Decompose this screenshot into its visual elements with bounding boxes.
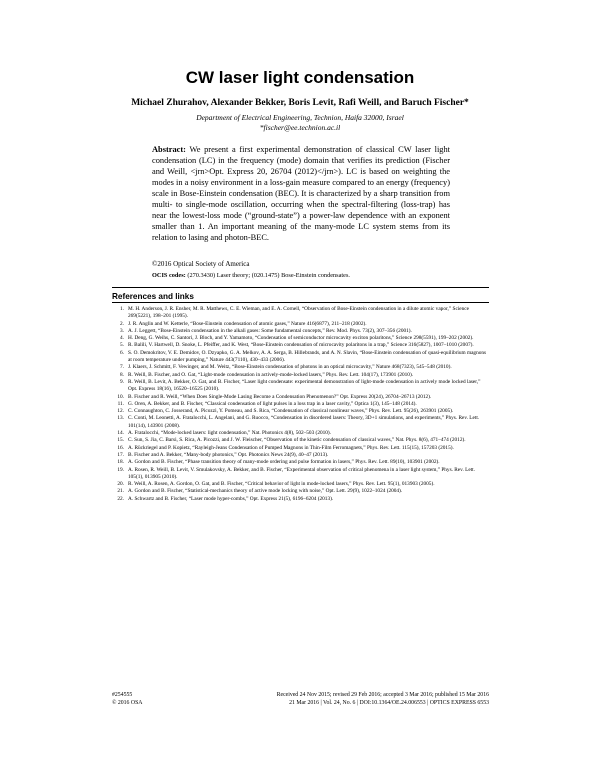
- reference-number: 4.: [120, 335, 124, 342]
- reference-number: 1.: [120, 306, 124, 312]
- reference-item: [112, 459, 489, 466]
- author-email[interactable]: *fischer@ee.technion.ac.il: [259, 123, 341, 132]
- reference-text: G. Oren, A. Bekker, and B. Fischer, “Classical condensation of light pulses in a loss trap in a laser cavity,” Optica 1(3), 145–148 (2014).: [128, 400, 417, 407]
- reference-item: [112, 445, 489, 452]
- article-id: #254555: [112, 692, 133, 698]
- reference-text: A. Rückriegel and P. Kopietz, “Rayleigh-Jeans Condensation of Pumped Magnons in Thin-Film Ferromagnets,” Phys. Rev. Lett. 115(15), 157203 (2015).: [128, 444, 454, 451]
- reference-number: 18.: [117, 459, 124, 466]
- footer-right: [277, 691, 489, 707]
- reference-text: J. Klaers, J. Schmitt, F. Vewinger, and M. Weitz, “Bose-Einstein condensation of photons in an optical microcavity,” Nature 468(7323), 545–548 (2010).: [128, 364, 452, 371]
- reference-text: A. Gordon and B. Fischer, “Statistical-mechanics theory of active mode locking with noise,” Opt. Lett. 29(9), 1022–1024 (2004).: [128, 488, 403, 495]
- reference-number: 12.: [117, 408, 124, 415]
- reference-number: 6.: [120, 349, 124, 356]
- reference-text: C. Sun, S. Jia, C. Barsi, S. Rica, A. Picozzi, and J. W. Fleischer, “Observation of the kinetic condensation of classical waves,” Nat. Phys. 8(6), 471–474 (2012).: [128, 437, 466, 444]
- reference-item: [112, 496, 489, 503]
- reference-item: [112, 394, 489, 401]
- reference-text: R. Weill, B. Fischer, and O. Gat, “Light-mode condensation in actively-mode-locked lasers,” Phys. Rev. Lett. 104(17), 173901 (2010).: [128, 371, 414, 378]
- reference-number: 22.: [117, 495, 124, 502]
- abstract-text: We present a first experimental demonstration of classical CW laser light condensation (LC) in the frequency (mode) domain that verifies its prediction (Fischer and Weill, <jrn>Opt. Express 20, 26704 (2012)</jrn>). LC is based on weighting the modes in a noisy environment in a loss-gain measure compared to an energy (frequency) scale in Bose-Einstein condensation (BEC). It is characterized by a sharp transition from multi- to single-mode oscillation, occurring when the spectral-filtering (loss-trap) has near the lowest-loss mode (“ground-state”) a power-law dependence with an exponent smaller than 1. An important meaning of the many-mode LC system stems from its relation to lasing and photon-BEC.: [152, 145, 450, 242]
- reference-item: [112, 306, 489, 321]
- reference-number: 3.: [120, 327, 124, 334]
- reference-number: 19.: [117, 466, 124, 473]
- reference-item: [112, 342, 489, 349]
- reference-number: 8.: [120, 371, 124, 378]
- references-heading: References and links: [112, 292, 194, 301]
- reference-number: 16.: [117, 444, 124, 451]
- reference-number: 17.: [117, 451, 124, 458]
- reference-text: C. Conti, M. Leonetti, A. Fratalocchi, L. Angelani, and G. Ruocco, “Condensation in disordered lasers: Theory, 3D+1 simulations, and experiments,” Phys. Rev. Lett. 101(14), 143901 (2008).: [128, 415, 480, 429]
- reference-number: 14.: [117, 430, 124, 437]
- reference-item: [112, 437, 489, 444]
- reference-text: A. Rosen, R. Weill, B. Levit, V. Smulakovsky, A. Bekker, and B. Fischer, “Experimental observation of critical phenomena in a laser light system,” Phys. Rev. Lett. 105(1), 013905 (2010).: [128, 466, 475, 480]
- abstract: [152, 144, 450, 243]
- reference-text: C. Connaughton, C. Josserand, A. Picozzi, Y. Pomeau, and S. Rica, “Condensation of classical nonlinear waves,” Phys. Rev. Lett. 95(26), 263901 (2005).: [128, 408, 454, 415]
- reference-list: [112, 306, 489, 503]
- ocis-codes: [152, 272, 450, 279]
- reference-number: 10.: [117, 393, 124, 400]
- reference-number: 11.: [117, 400, 124, 407]
- reference-text: J. R. Anglin and W. Ketterle, “Bose-Einstein condensation of atomic gases,” Nature 416(6877), 211–218 (2002).: [128, 320, 367, 327]
- reference-text: H. Deng, G. Weihs, C. Santori, J. Bloch, and Y. Yamamoto, “Condensation of semiconductor microcavity exciton polaritons,” Science 298(5591), 199–202 (2002).: [128, 335, 474, 342]
- reference-text: A. J. Leggett, “Bose-Einstein condensation in the alkali gases: Some fundamental concepts,” Rev. Mod. Phys. 73(2), 307–356 (2001).: [128, 327, 412, 334]
- reference-text: S. O. Demokritov, V. E. Demidov, O. Dzyapko, G. A. Melkov, A. A. Serga, B. Hillebrands, and A. N. Slavin, “Bose-Einstein condensation of quasi-equilibrium magnons at room temperature under pumping,” Nature 443(7110), 430–433 (2006).: [128, 349, 487, 364]
- reference-item: [112, 415, 489, 430]
- reference-number: 9.: [120, 378, 124, 385]
- reference-item: [112, 488, 489, 495]
- reference-text: B. Fischer and A. Bekker, “Many-body photonics,” Opt. Photonics News 24(9), 40–47 (2013).: [128, 451, 329, 458]
- reference-number: 5.: [120, 342, 124, 349]
- reference-item: [112, 364, 489, 371]
- publication-history: Received 24 Nov 2015; revised 29 Feb 2016; accepted 3 Mar 2016; published 15 Mar 2016: [276, 692, 489, 698]
- reference-item: [112, 372, 489, 379]
- reference-number: 20.: [117, 481, 124, 488]
- reference-number: 21.: [117, 488, 124, 495]
- reference-text: M. H. Anderson, J. R. Ensher, M. R. Matthews, C. E. Wieman, and E. A. Cornell, “Observation of Bose-Einstein condensation in a dilute atomic vapor,” Science 269(5221), 198–201 (1995).: [128, 306, 469, 320]
- abstract-label: Abstract:: [152, 145, 186, 154]
- reference-number: 15.: [117, 437, 124, 444]
- author-list: Michael Zhurahov, Alexander Bekker, Boris Levit, Rafi Weill, and Baruch Fischer*: [131, 98, 469, 108]
- reference-item: [112, 321, 489, 328]
- ocis-text: (270.3430) Laser theory; (020.1475) Bose-Einstein condensates.: [187, 272, 350, 279]
- paper-title: CW laser light condensation: [185, 68, 415, 87]
- reference-text: A. Gordon and B. Fischer, “Phase transition theory of many-mode ordering and pulse formation in lasers,” Phys. Rev. Lett. 89(10), 103901 (2002).: [128, 459, 440, 466]
- reference-item: [112, 379, 489, 394]
- reference-number: 7.: [120, 364, 124, 371]
- ocis-label: OCIS codes:: [152, 272, 186, 279]
- section-divider-refs: [112, 302, 489, 303]
- footer-left: [112, 691, 143, 707]
- reference-text: A. Schwartz and B. Fischer, “Laser mode hyper-combs,” Opt. Express 21(5), 6196–6204 (2013).: [128, 495, 334, 502]
- issue-info: 21 Mar 2016 | Vol. 24, No. 6 | DOI:10.1364/OE.24.006553 | OPTICS EXPRESS 6553: [289, 700, 489, 706]
- reference-text: R. Weill, A. Rosen, A. Gordon, O. Gat, and B. Fischer, “Critical behavior of light in mode-locked lasers,” Phys. Rev. Lett. 95(1), 013903 (2005).: [128, 481, 435, 488]
- reference-text: R. Weill, B. Levit, A. Bekker, O. Gat, and B. Fischer, “Laser light condensate: experimental demonstration of light-mode condensation in actively mode locked laser,” Opt. Express 18(16), 16520–16525 (2010).: [128, 378, 481, 393]
- reference-text: B. Fischer and R. Weill, “When Does Single-Mode Lasing Become a Condensation Phenomenon?” Opt. Express 20(24), 26704–26713 (2012).: [128, 393, 432, 400]
- reference-text: A. Fratalocchi, “Mode-locked lasers: light condensation,” Nat. Photonics 4(8), 502–503 (2010).: [128, 430, 332, 437]
- reference-item: [112, 350, 489, 365]
- reference-number: 13.: [117, 415, 124, 422]
- reference-text: R. Balili, V. Hartwell, D. Snoke, L. Pfeiffer, and K. West, “Bose-Einstein condensation of microcavity polaritons in a trap,” Science 316(5827), 1007–1010 (2007).: [128, 342, 474, 349]
- reference-item: [112, 467, 489, 482]
- reference-number: 2.: [120, 320, 124, 327]
- section-divider-top: [112, 287, 489, 288]
- osa-copyright: © 2016 OSA: [112, 700, 143, 706]
- copyright-notice: ©2016 Optical Society of America: [152, 260, 250, 268]
- affiliation: Department of Electrical Engineering, Technion, Haifa 32000, Israel: [196, 113, 404, 122]
